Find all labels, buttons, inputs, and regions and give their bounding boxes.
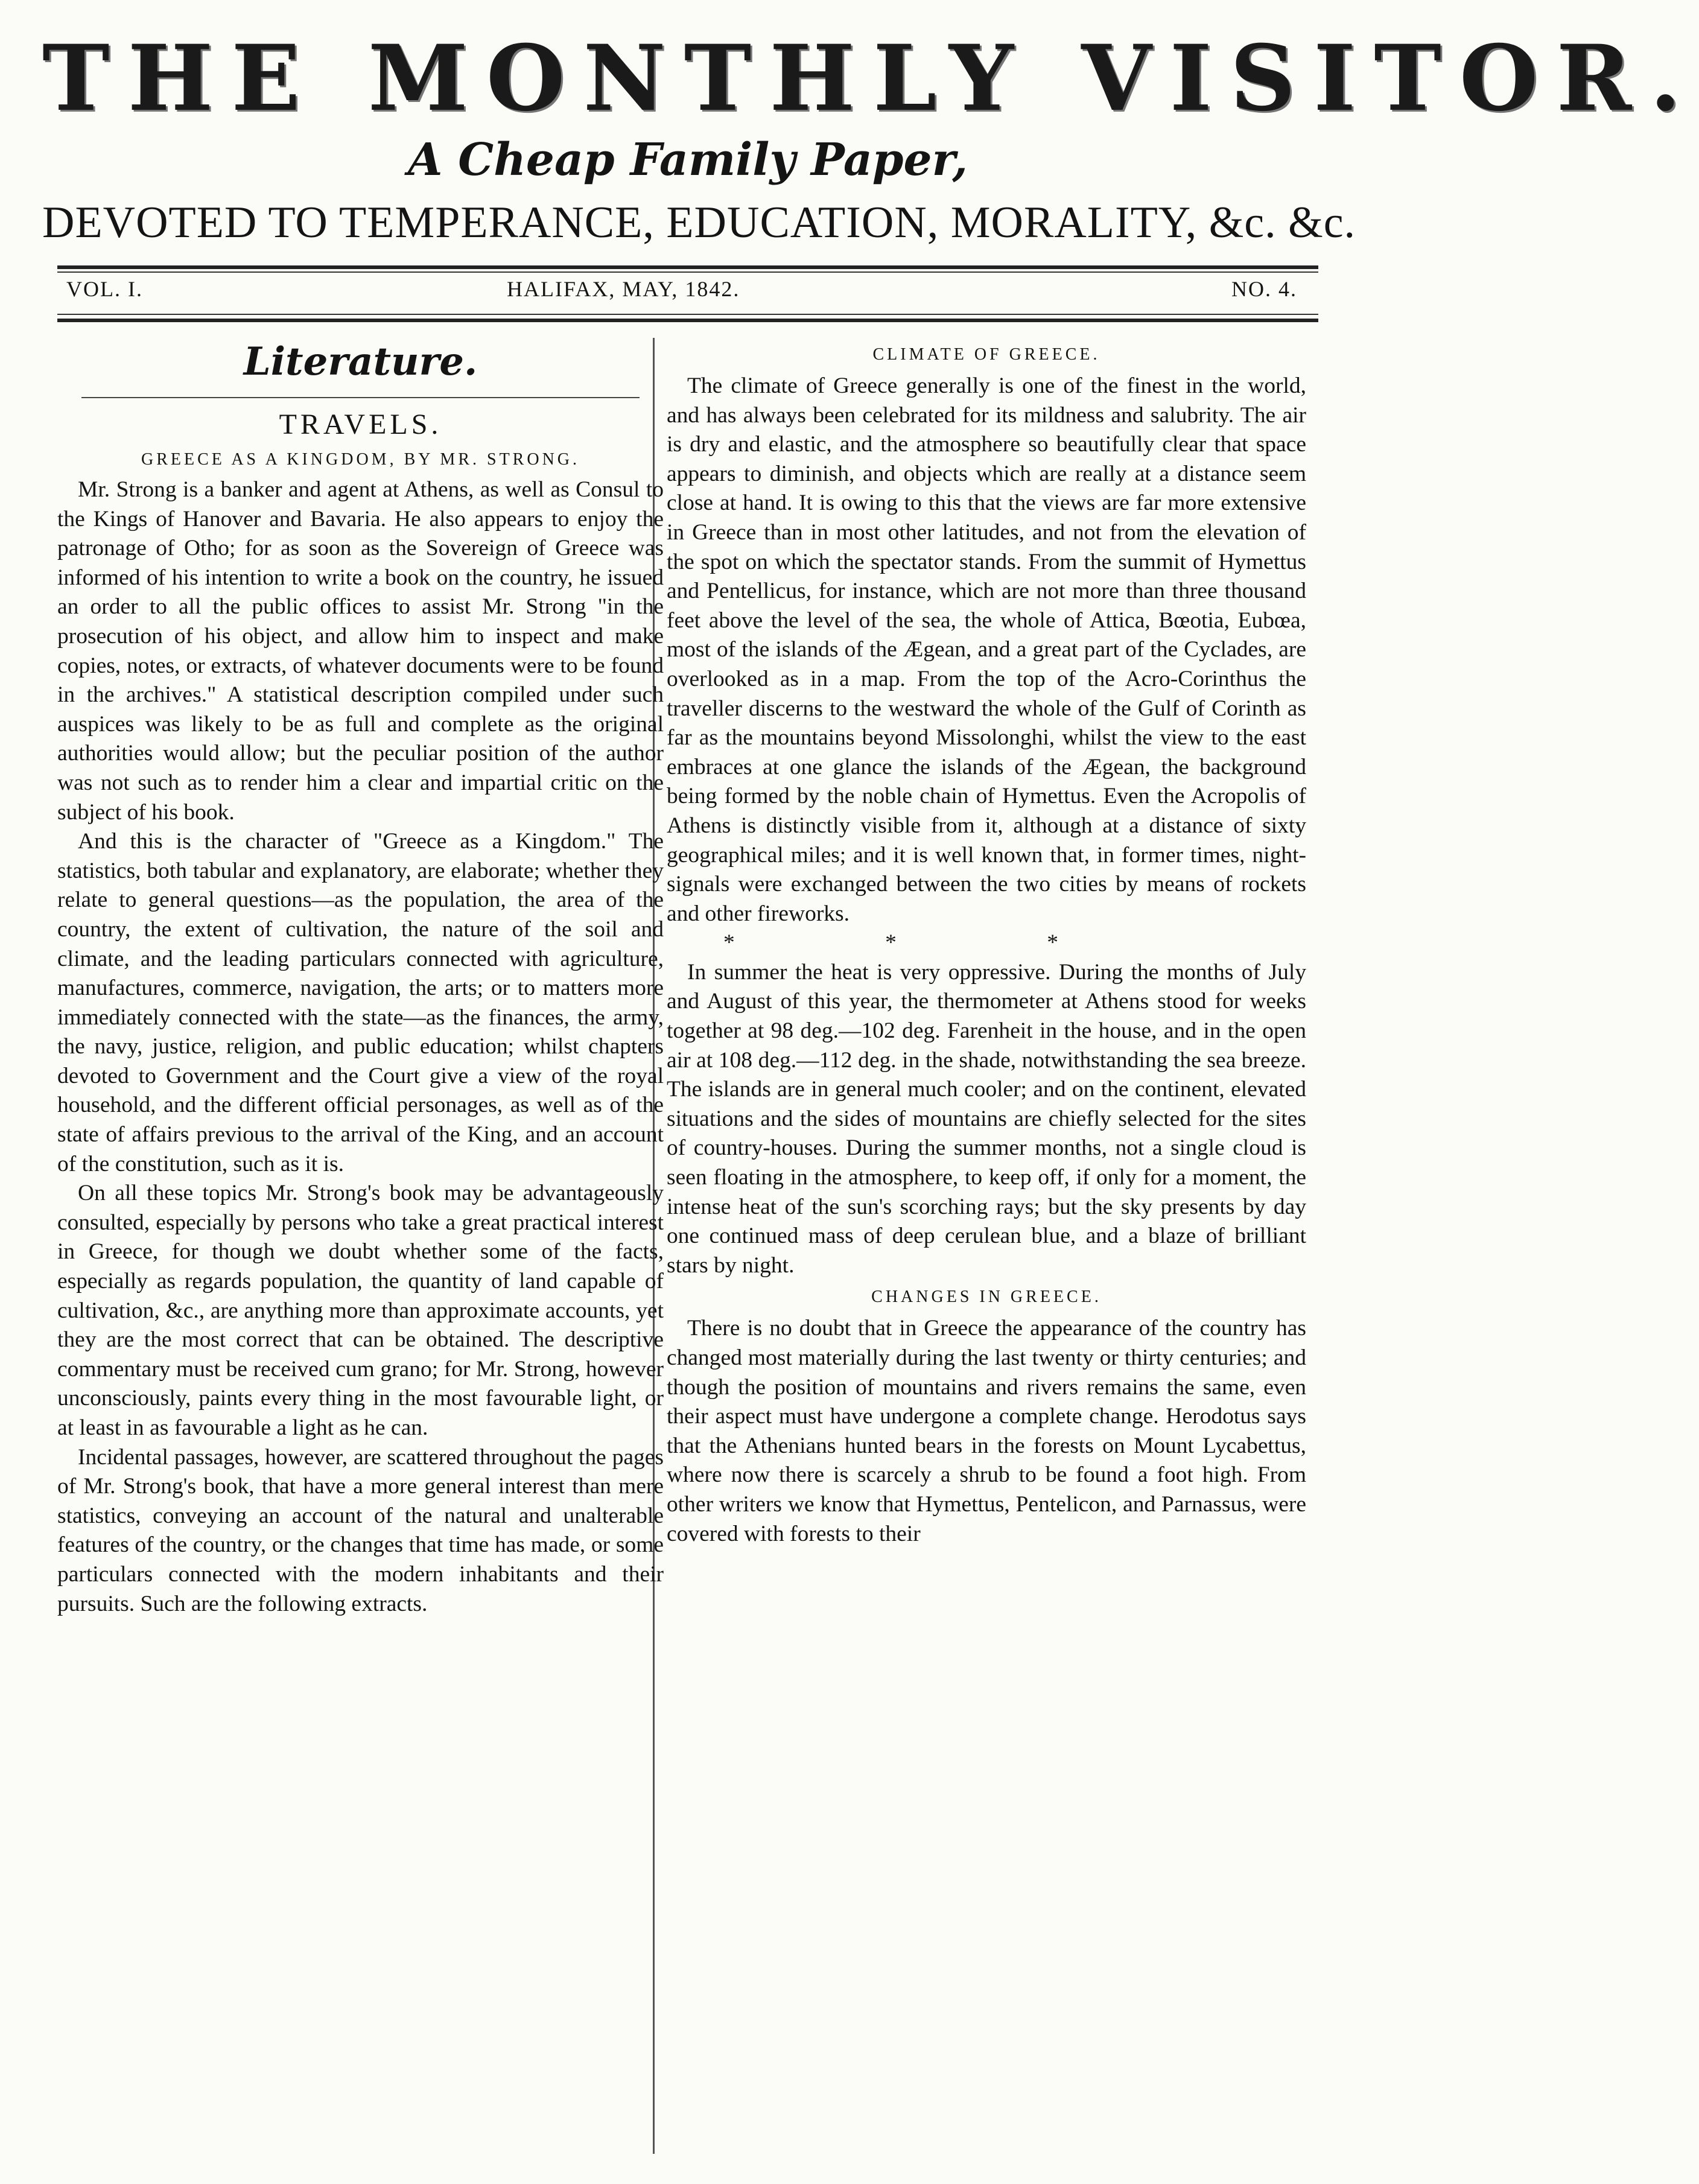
paragraph: And this is the character of "Greece as a Kingdom." The statistics, both tabular and explanatory, are elaborate; whether they relate to general questions—as the population, the area of the country, the extent of cultivation, the nature of the soil and climate, and the leading particulars connected with agriculture, manufactures, commerce, navigation, the arts; or to matters more immediately connected with the state—as the finances, the army, the navy, justice, religion, and public education; whilst chapters devoted to Government and the Court give a view of the royal household, and the different official personages, as well as of the state of affairs previous to the arrival of the King, and an account of the constitution, such as it is. <box>57 829 664 1176</box>
issue-rule-thin <box>57 314 1318 315</box>
masthead-rule-top <box>57 265 1318 269</box>
article-heading-climate: CLIMATE OF GREECE. <box>872 345 1100 364</box>
place-date: HALIFAX, MAY, 1842. <box>507 277 740 301</box>
issue-number: NO. 4. <box>1231 277 1297 301</box>
article-title: TRAVELS. <box>279 408 442 440</box>
masthead-devoted-line: DEVOTED TO TEMPERANCE, EDUCATION, MORALITY, &c. &c. <box>42 198 1356 247</box>
paragraph: In summer the heat is very oppressive. During the months of July and August of this year, the thermometer at Athens stood for weeks together at 98 deg.—102 deg. Farenheit in the house, and in the open air at 108 deg.—112 deg. in the shade, notwithstanding the sea breeze. The islands are in general much cooler; and on the continent, elevated situations and the sides of mountains are chiefly selected for the sites of country-houses. During the summer months, not a single cloud is seen floating in the atmosphere, to keep off, if only for a moment, the intense heat of the sun's scorching rays; but the sky presents by day one continued mass of deep cerulean blue, and a blaze of brilliant stars by night. <box>667 959 1306 1278</box>
article-heading-changes: CHANGES IN GREECE. <box>871 1287 1102 1307</box>
paragraph: On all these topics Mr. Strong's book may be advantageously consulted, especially by persons who take a great practical interest in Greece, for though we doubt whether some of the facts, especially as regards population, the quantity of land capable of cultivation, &c., are anything more than approximate accounts, yet they are the most correct that can be obtained. The descriptive commentary must be received cum grano; for Mr. Strong, however unconsciously, paints every thing in the most favourable light, or at least in as favourable a light as he can. <box>57 1181 664 1440</box>
section-rule <box>81 397 640 398</box>
article-subtitle: GREECE AS A KINGDOM, BY MR. STRONG. <box>141 450 580 469</box>
section-heading-literature: Literature. <box>243 339 478 384</box>
right-column <box>667 338 1306 1549</box>
issue-rule-thick <box>57 319 1318 322</box>
masthead-subtitle: A Cheap Family Paper, <box>408 134 968 186</box>
left-column <box>57 338 664 1619</box>
paragraph: Mr. Strong is a banker and agent at Athens, as well as Consul to the Kings of Hanover and Bavaria. He also appears to enjoy the patronage of Otho; for as soon as the Sovereign of Greece was informed of his intention to write a book on the country, he issued an order to all the public offices to assist Mr. Strong "in the prosecution of his object, and allow him to inspect and make copies, notes, or extracts, of whatever documents were to be found in the archives." A statistical description compiled under such auspices was likely to be as full and complete as the original authorities would allow; but the peculiar position of the author was not such as to render him a clear and impartial critic on the subject of his book. <box>57 477 664 825</box>
masthead-rule-top-thin <box>57 271 1318 273</box>
issue-line <box>66 276 1297 306</box>
masthead-title: THE MONTHLY VISITOR. <box>42 25 1699 132</box>
paragraph: Incidental passages, however, are scattered throughout the pages of Mr. Strong's book, that have a more general interest than mere statistics, conveying an account of the natural and unalterable features of the country, or the changes that time has made, or some particulars connected with the modern inhabitants and their pursuits. Such are the following extracts. <box>57 1444 664 1616</box>
masthead <box>42 24 1699 250</box>
paragraph: The climate of Greece generally is one of the finest in the world, and has always been celebrated for its mildness and salubrity. The air is dry and elastic, and the atmosphere so beautifully clear that space appears to diminish, and objects which are really at a distance seem close at hand. It is owing to this that the views are far more extensive in Greece than in most other latitudes, and not from the elevation of the spot on which the spectator stands. From the summit of Hymettus and Pentellicus, for instance, which are not more than three thousand feet above the level of the sea, the whole of Attica, Bœotia, Eubœa, most of the islands of the Ægean, and a great part of the Cyclades, are overlooked as in a map. From the top of the Acro-Corinthus the traveller discerns to the westward the whole of the Gulf of Corinth as far as the mountains beyond Missolonghi, whilst the view to the east embraces at one glance the islands of the Ægean, the background being formed by the noble chain of Hymettus. Even the Acropolis of Athens is distinctly visible from it, although at a distance of sixty geographical miles; and it is well known that, in former times, night-signals were exchanged between the two cities by means of rockets and other fireworks. <box>667 373 1306 926</box>
section-break-stars: * * * <box>723 930 1131 956</box>
paragraph: There is no doubt that in Greece the appearance of the country has changed most materially during the last twenty or thirty centuries; and though the position of mountains and rivers remains the same, even their aspect must have undergone a complete change. Herodotus says that the Athenians hunted bears in the forests on Mount Lycabettus, where now there is scarcely a shrub to be found a foot high. From other writers we know that Hymettus, Pentelicon, and Parnassus, were covered with forests to their <box>667 1316 1306 1546</box>
volume-number: VOL. I. <box>66 277 143 301</box>
